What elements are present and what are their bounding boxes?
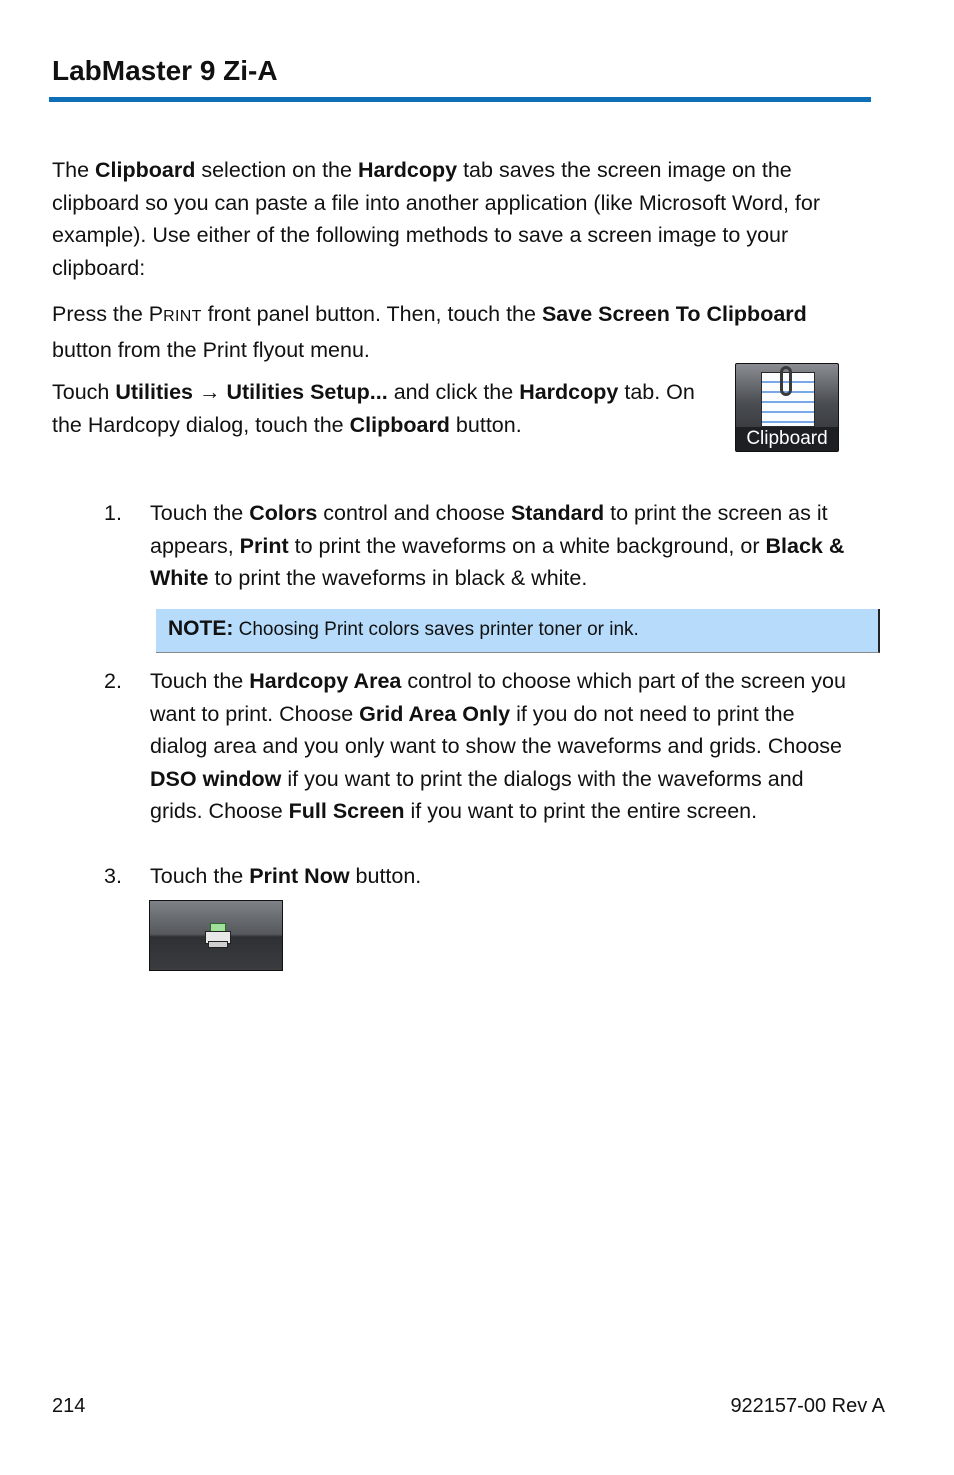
text: Press the <box>52 302 149 326</box>
term: Black & White <box>150 533 845 590</box>
clipboard-button-label: Clipboard <box>736 427 838 451</box>
method-utilities <box>52 376 702 441</box>
text: front panel button. Then, touch the <box>201 302 542 326</box>
term-save-screen: Save Screen To Clipboard <box>541 302 807 326</box>
step-3-text <box>150 860 875 893</box>
step-number: 1. <box>104 501 122 525</box>
step-number: 2. <box>104 669 122 693</box>
text: Touch the <box>150 864 250 888</box>
method-print-button <box>52 298 812 366</box>
step-1-text <box>150 497 875 595</box>
smallcaps-rest: RINT <box>163 308 202 325</box>
term-hardcopy: Hardcopy <box>357 158 458 182</box>
term: DSO window <box>150 766 282 791</box>
text: and click the <box>387 380 520 404</box>
term-clipboard: Clipboard <box>349 412 450 437</box>
note-box <box>156 609 880 653</box>
text: to print the screen as it appears, <box>150 501 828 558</box>
page-number: 214 <box>52 1395 86 1417</box>
text: control to choose which part of the screen you want to print. Choose <box>150 669 846 726</box>
text: button. <box>449 412 522 437</box>
text: The <box>52 158 96 182</box>
step-2-text <box>150 665 850 828</box>
term: Print <box>239 533 289 558</box>
text: if you want to print the entire screen. <box>404 799 758 823</box>
text: if you want to print the dialogs with the waveforms and grids. Choose <box>150 766 804 823</box>
text: to print the waveforms in black & white. <box>208 566 588 590</box>
text: button. <box>349 864 422 888</box>
text: to print the waveforms on a white background, or <box>288 533 766 558</box>
text: Touch the <box>150 501 250 525</box>
clipboard-button[interactable] <box>735 363 839 452</box>
text: control and choose <box>317 501 511 525</box>
term-clipboard: Clipboard <box>95 158 196 182</box>
text: tab saves the screen image on the clipboard so you can paste a file into another application (like Microsoft Word, for example). Use either of the following methods to save a screen image to your clipboard: <box>52 158 821 280</box>
header-rule <box>49 97 871 102</box>
term-hardcopy: Hardcopy <box>519 380 619 404</box>
term: Colors <box>249 501 318 525</box>
term: Standard <box>510 501 605 525</box>
intro-paragraph <box>52 154 872 284</box>
note-label: NOTE: <box>168 617 234 640</box>
paperclip-icon <box>780 366 792 396</box>
text: tab. On the Hardcopy dialog, touch the <box>52 380 695 437</box>
term: Print Now <box>249 864 350 888</box>
text: Touch the <box>150 669 250 693</box>
term-utilities: Utilities → Utilities Setup... <box>115 380 388 404</box>
document-id: 922157-00 Rev A <box>730 1395 885 1417</box>
page-title: LabMaster 9 Zi-A <box>52 55 278 86</box>
text: selection on the <box>195 158 358 182</box>
printer-icon <box>205 923 231 947</box>
term: Hardcopy Area <box>249 669 402 693</box>
text: button from the Print flyout menu. <box>52 337 370 362</box>
smallcaps-initial: P <box>148 302 164 326</box>
term: Grid Area Only <box>359 701 511 726</box>
text: Touch <box>52 380 116 404</box>
term: Full Screen <box>288 799 405 823</box>
note-text: Choosing Print colors saves printer toner or ink. <box>233 619 639 640</box>
printer-tray <box>208 941 228 948</box>
print-now-button[interactable] <box>149 900 283 971</box>
step-number: 3. <box>104 864 122 888</box>
text: if you do not need to print the dialog area and you only want to show the waveforms and grids. Choose <box>150 701 842 758</box>
